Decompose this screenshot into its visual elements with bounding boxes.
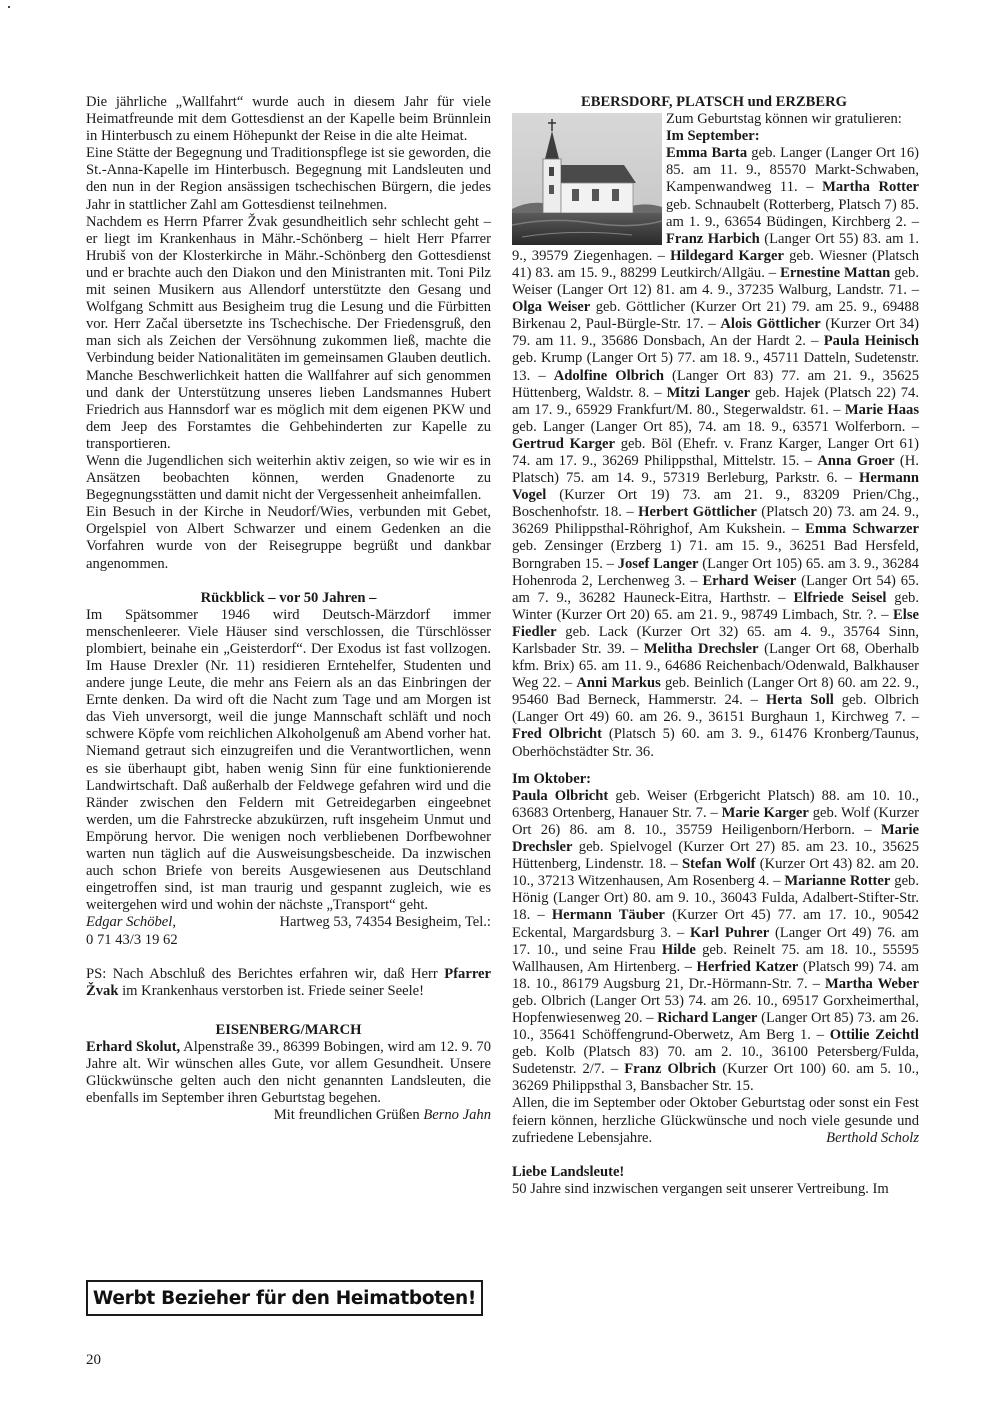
oktober-list bbox=[512, 788, 919, 1096]
birthday-name: Fred Olbricht bbox=[512, 726, 603, 743]
eisenberg-name: Erhard Skolut, bbox=[86, 1038, 181, 1055]
birthday-name: Marie Karger bbox=[721, 804, 809, 821]
birthday-name: Stefan Wolf bbox=[681, 856, 756, 873]
birthday-name: Karl Puhrer bbox=[689, 924, 770, 941]
wallfahrt-paragraph-1: Die jährliche „Wallfahrt“ wurde auch in diesem Jahr für viele Heimatfreunde mit dem Gottesdienst an der Kapelle beim Brünnlein in Hinterbusch zu einem Höhepunkt der Reise in die alte Heimat. bbox=[86, 94, 491, 145]
birthday-name: Herbert Göttlicher bbox=[638, 504, 757, 521]
closing-paragraph bbox=[512, 1095, 919, 1146]
birthday-name: Hilde bbox=[661, 941, 696, 958]
birthday-details: geb. Hajek (Platsch 22) 74. am 17. 9., 65929 Frankfurt/M. 80., Stegerwaldstr. 61. – bbox=[512, 384, 919, 418]
birthday-name: Herfried Katzer bbox=[696, 958, 799, 975]
birthday-details: geb. Böl (Ehefr. v. Franz Karger, Langer Ort 61) 74. am 17. 9., 36269 Philippsthal, Mittelstr. 15. – bbox=[512, 435, 920, 469]
closing-text: Allen, die im September oder Oktober Geburtstag oder sonst ein Fest feiern können, herzliche Glückwünsche und noch viele gesunde und zufriedene Lebensjahre. bbox=[512, 1095, 919, 1146]
birthday-details: geb. Schnaubelt (Rotterberg, Platsch 7) 85. am 1. 9., 63654 Büdingen, Kirchberg 2. – bbox=[666, 196, 919, 230]
right-column bbox=[512, 94, 919, 1198]
birthday-name: Richard Langer bbox=[657, 1009, 758, 1026]
birthday-name: Emma Barta bbox=[666, 145, 748, 162]
birthday-details: geb. Kolb (Platsch 83) 70. am 2. 10., 36100 Petersberg/Fulda, Sudetenstr. 2/7. – bbox=[512, 1044, 919, 1078]
birthday-details: geb. Beinlich (Langer Ort 8) 60. am 22. 9., 95460 Bad Berneck, Hammerstr. 24. – bbox=[512, 675, 920, 709]
birthday-name: Elfriede Seisel bbox=[793, 589, 887, 606]
birthday-details: geb. Reinelt 75. am 18. 10., 55595 Wallhausen, Am Hirtenberg. – bbox=[512, 941, 919, 975]
birthday-details: geb. Olbrich (Langer Ort 53) 74. am 26. 10., 69517 Gorxheimerthal, Hopfenwiesenweg 20. – bbox=[512, 992, 919, 1026]
birthday-name: Anni Markus bbox=[576, 675, 661, 692]
left-column bbox=[86, 94, 491, 1124]
ebersdorf-intro: Zum Geburtstag können wir gratulieren: bbox=[666, 111, 902, 128]
author-line bbox=[86, 914, 491, 931]
birthday-details: geb. Göttlicher (Kurzer Ort 21) 79. am 25. 9., 69488 Birkenau 2, Paul-Bürgle-Str. 17. – bbox=[512, 299, 920, 333]
eisenberg-greeting: Mit freundlichen Grüßen bbox=[273, 1107, 420, 1124]
birthday-details: (Langer Ort 83) 77. am 21. 9., 35625 Hüttenberg, Waldstr. 8. – bbox=[512, 367, 920, 401]
oktober-label: Im Oktober: bbox=[512, 770, 592, 787]
birthday-name: Mitzi Langer bbox=[666, 384, 751, 401]
birthday-name: Martha Rotter bbox=[822, 179, 919, 196]
birthday-name: Anna Groer bbox=[817, 452, 895, 469]
birthday-details: geb. Spielvogel (Kurzer Ort 27) 85. am 23. 10., 35625 Hüttenberg, Lindenstr. 18. – bbox=[512, 839, 919, 873]
birthday-name: Ottilie Zeichtl bbox=[829, 1027, 919, 1044]
birthday-details: (Platsch 5) 60. am 3. 9., 61476 Kronberg/Taunus, Oberhöchstädter Str. 36. bbox=[512, 726, 919, 760]
birthday-name: Hildegard Karger bbox=[670, 247, 784, 264]
birthday-details: (Kurzer Ort 19) 73. am 21. 9., 83209 Prien/Chg., Boschenhofstr. 18. – bbox=[512, 487, 919, 521]
birthday-name: Martha Weber bbox=[825, 975, 919, 992]
birthday-details: geb. Wiesner (Platsch 41) 83. am 15. 9., 88299 Leutkirch/Allgäu. – bbox=[512, 247, 919, 281]
birthday-name: Hermann Vogel bbox=[512, 470, 919, 504]
liebe-heading: Liebe Landsleute! bbox=[512, 1163, 625, 1180]
birthday-details: geb. Lack (Kurzer Ort 32) 65. am 4. 9., 35764 Sinn, Karlsbader Str. 39. – bbox=[512, 623, 920, 657]
birthday-details: (Langer Ort 105) 65. am 3. 9., 36284 Hohenroda 2, Lerchenweg 3. – bbox=[512, 555, 919, 589]
birthday-details: (Platsch 20) 73. am 24. 9., 36269 Philippsthal-Röhrighof, Am Kukshein. – bbox=[512, 504, 919, 538]
birthday-name: Paula Heinisch bbox=[823, 333, 919, 350]
birthday-name: Herta Soll bbox=[765, 692, 834, 709]
birthday-name: Gertrud Karger bbox=[512, 435, 615, 452]
september-label: Im September: bbox=[666, 128, 760, 145]
page-number: 20 bbox=[86, 1352, 101, 1368]
wallfahrt-paragraph-6: Ein Besuch in der Kirche in Neudorf/Wies, verbunden mit Gebet, Orgelspiel von Albert Schwarzer und einem Gedenken an die Vorfahren wurde von der Reisegruppe begrüßt und dankbar angenommen. bbox=[86, 504, 491, 572]
birthday-name: Emma Schwarzer bbox=[805, 521, 920, 538]
birthday-entry bbox=[512, 726, 919, 759]
birthday-name: Hermann Täuber bbox=[551, 907, 665, 924]
birthday-name: Melitha Drechsler bbox=[643, 641, 759, 657]
liebe-text: 50 Jahre sind inzwischen vergangen seit unserer Vertreibung. Im bbox=[512, 1180, 889, 1197]
birthday-details: (Langer Ort 68, Oberhalb kfm. Brix) 65. am 11. 9., 64686 Reichenbach/Odenwald, Balkhauser Weg 22. – bbox=[512, 641, 920, 692]
birthday-details: (Kurzer Ort 34) 79. am 11. 9., 35686 Donsbach, An der Hardt 2. – bbox=[512, 316, 919, 350]
birthday-name: Marianne Rotter bbox=[784, 873, 891, 890]
church-photo bbox=[512, 113, 662, 245]
ps-rest: im Krankenhaus verstorben ist. Friede seiner Seele! bbox=[122, 982, 425, 999]
church-image bbox=[512, 113, 662, 245]
birthday-name: Paula Olbricht bbox=[512, 787, 609, 804]
closing-signer: Berthold Scholz bbox=[826, 1129, 919, 1146]
eisenberg-heading: EISENBERG/MARCH bbox=[215, 1021, 362, 1038]
birthday-details: geb. Hönig (Langer Ort) 80. am 9. 10., 36043 Fulda, Adalbert-Stifter-Str. 18. – bbox=[512, 873, 919, 924]
birthday-details: geb. Wolf (Kurzer Ort 26) 86. am 8. 10., 35759 Heiligenborn/Herborn. – bbox=[512, 804, 920, 838]
wallfahrt-paragraph-3: Nachdem es Herrn Pfarrer Žvak gesundheitlich sehr schlecht geht – er liegt im Krankenhaus in Mähr.-Schönberg – hielt Herr Pfarrer Hrubiš von der Klosterkirche in Mähr.-Schönberg den Gottesdienst und er brachte auch den Diakon und den Ministranten mit. Toni Pilz mit seinen Musikern aus Allendorf unterstützte den Gesang und Wolfgang Schmitt aus Besigheim trug die Lesung und die Fürbitten vor. Herr Začal übersetzte ins Tschechische. Der Friedensgruß, den man sich als Zeichen der Versöhnung zukommen ließ, machte die Verbindung beider Nationalitäten im gemeinsamen Glauben deutlich. bbox=[86, 213, 491, 367]
wallfahrt-paragraph-5: Wenn die Jugendlichen sich weiterhin aktiv zeigen, so wie wir es in Ansätzen beobachten können, werden Gnadenorte zu Begegnungsstätten und damit nicht der Vergessenheit anheimfallen. bbox=[86, 452, 491, 504]
birthday-details: (H. Platsch) 75. am 14. 9., 57319 Berleburg, Parkstr. 6. – bbox=[512, 452, 919, 487]
author-phone: 0 71 43/3 19 62 bbox=[86, 931, 178, 948]
birthday-name: Ernestine Mattan bbox=[780, 264, 891, 281]
birthday-details: (Langer Ort 85) 73. am 26. 10., 35641 Schöffengrund-Oberwetz, Am Berg 1. – bbox=[512, 1009, 919, 1044]
birthday-details: (Kurzer Ort 43) 82. am 20. 10., 37213 Witzenhausen, Am Rosenberg 4. – bbox=[512, 856, 920, 890]
birthday-details: geb. Langer (Langer Ort 85), 74. am 18. 9., 63571 Wolferborn. – bbox=[512, 418, 919, 435]
wallfahrt-paragraph-4: Manche Beschwerlichkeit hatten die Wallfahrer auf sich genommen und dank der Unterstützung unseres lieben Landsmannes Hubert Friedrich aus Hannsdorf war es möglich mit dem eigenen PKW und dem Jeep des Forstamtes die Gehbehinderten zur Kapelle zu transportieren. bbox=[86, 367, 491, 452]
birthday-details: geb. Weiser (Erbgericht Platsch) 88. am 10. 10., 63683 Ortenberg, Hanauer Str. 7. – bbox=[512, 787, 919, 821]
birthday-name: Alois Göttlicher bbox=[720, 316, 821, 333]
birthday-name: Franz Olbrich bbox=[624, 1061, 717, 1078]
rueckblick-body: Im Spätsommer 1946 wird Deutsch-Märzdorf immer menschenleerer. Viele Häuser sind verschlossen, die Türschlösser plombiert, beinahe ein „Geisterdorf“. Der Exodus ist fast vollzogen. Im Hause Drexler (Nr. 11) residieren Erntehelfer, Studenten und andere junge Leute, die mehr ans Feiern als an das Einbringen der Ernte denken. Da wird oft die Nacht zum Tage und am Morgen ist das Vieh unversorgt, weil die junge Mannschaft schläft und noch schwere Köpfe vom reichlichen Alkoholgenuß am Abend vorher hat. Niemand getraut sich einzugreifen und die Verantwortlichen, wenn es sie überhaupt gibt, haben wenig Sinn für eine funktionierende Landwirtschaft. Daß außerhalb der Feldwege gefahren wird und die Ränder zwischen den Feldern mit Getreidegarben eingeebnet werden, um die Fahrstrecke abzukürzen, ruft insgeheim Unmut und Empörung hervor. Die wenigen noch verbliebenen Dorfbewohner warten nun täglich auf die Ausweisungsbescheide. Da inzwischen auch schon Briefe von bereits Ausgewiesenen aus Deutschland eingetroffen sind, ist man traurig und gespannt zugleich, wie es weitergehen wird und wohin der nächste „Transport“ geht. bbox=[86, 606, 491, 914]
birthday-name: Marie Drechsler bbox=[512, 821, 919, 856]
birthday-details: geb. Krump (Langer Ort 5) 77. am 18. 9., 45711 Datteln, Sudetenstr. 13. – bbox=[512, 350, 919, 384]
birthday-name: Olga Weiser bbox=[512, 299, 591, 316]
rueckblick-heading: Rückblick – vor 50 Jahren – bbox=[200, 589, 377, 606]
ebersdorf-heading: EBERSDORF, PLATSCH und ERZBERG bbox=[580, 94, 847, 110]
birthday-details: (Kurzer Ort 100) 60. am 5. 10., 36269 Philippsthal 3, Bansbacher Str. 15. bbox=[512, 1061, 919, 1095]
ps-bold-name: Pfarrer Žvak bbox=[86, 965, 491, 999]
birthday-details: geb. Langer (Langer Ort 16) 85. am 11. 9., 85570 Markt-Schwaben, Kampenwandweg 11. – bbox=[666, 145, 919, 196]
birthday-name: Josef Langer bbox=[617, 555, 699, 572]
birthday-details: (Platsch 99) 74. am 18. 10., 86179 Augsburg 21, Dr.-Hörmann-Str. 7. – bbox=[512, 958, 919, 992]
ps-paragraph bbox=[86, 966, 491, 1000]
author-name: Edgar Schöbel, bbox=[86, 914, 176, 931]
birthday-name: Franz Harbich bbox=[666, 230, 760, 247]
heimatboten-banner: Werbt Bezieher für den Heimatboten! bbox=[86, 1280, 483, 1316]
birthday-name: Adolfine Olbrich bbox=[553, 367, 664, 384]
birthday-name: Marie Haas bbox=[844, 401, 919, 418]
scan-speck bbox=[8, 6, 10, 8]
birthday-name: Erhard Weiser bbox=[702, 572, 797, 589]
birthday-details: (Langer Ort 49) 76. am 17. 10., und seine Frau bbox=[512, 924, 919, 958]
birthday-details: (Langer Ort 54) 65. am 7. 9., 36282 Hauneck-Eitra, Harthstr. – bbox=[512, 572, 919, 606]
birthday-name: Else Fiedler bbox=[512, 606, 919, 640]
eisenberg-signature bbox=[86, 1107, 491, 1124]
eisenberg-text: Alpenstraße 39., 86399 Bobingen, wird am 12. 9. 70 Jahre alt. Wir wünschen alles Gute, vor allem Gesundheit. Unsere Glückwünsche gelten auch den nicht genannten Landsleuten, die ebenfalls im September ihren Geburtstag begehen. bbox=[86, 1038, 491, 1107]
birthday-details: (Kurzer Ort 45) 77. am 17. 10., 90542 Eckental, Margardsburg 3. – bbox=[512, 907, 919, 941]
wallfahrt-paragraph-2: Eine Stätte der Begegnung und Traditionspflege ist sie geworden, die St.-Anna-Kapelle im Hinterbusch. Begegnung mit Landsleuten und den nun in der Region ansässigen tschechischen Bürgern, die jedes Jahr in stattlicher Zahl am Gottesdienst teilnehmen. bbox=[86, 145, 491, 213]
birthday-details: geb. Weiser (Langer Ort 12) 81. am 4. 9., 37235 Walburg, Landstr. 71. – bbox=[512, 264, 919, 299]
ps-text: PS: Nach Abschluß des Berichtes erfahren wir, daß Herr bbox=[86, 965, 438, 982]
author-address: Hartweg 53, 74354 Besigheim, Tel.: bbox=[279, 914, 491, 931]
birthday-details: geb. Zensinger (Erzberg 1) 71. am 15. 9., 36251 Bad Hersfeld, Borngraben 15. – bbox=[512, 538, 919, 572]
eisenberg-signer: Berno Jahn bbox=[423, 1107, 491, 1124]
birthday-details: geb. Olbrich (Langer Ort 49) 60. am 26. 9., 36151 Burghaun 1, Kirchweg 7. – bbox=[512, 692, 919, 726]
birthday-details: (Langer Ort 55) 83. am 1. 9., 39579 Ziegenhagen. – bbox=[512, 230, 919, 264]
eisenberg-body bbox=[86, 1039, 491, 1107]
birthday-details: geb. Winter (Kurzer Ort 20) 65. am 21. 9., 98749 Limbach, Str. ?. – bbox=[512, 589, 919, 623]
